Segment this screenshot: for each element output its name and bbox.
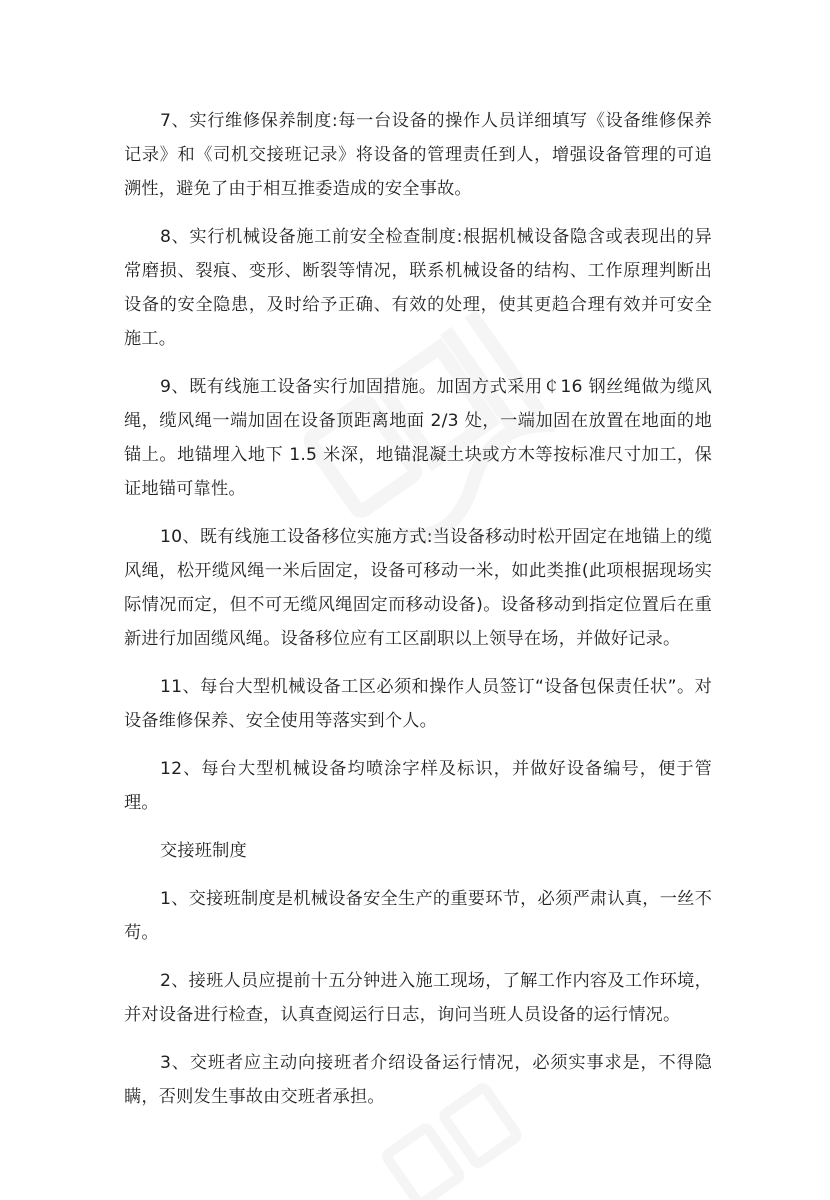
paragraph-outgoing-shift-duties: 3、交班者应主动向接班者介绍设备运行情况，必须实事求是，不得隐瞒，否则发生事故由交班者承担。 xyxy=(124,1053,712,1107)
paragraph-equipment-marking: 12、每台大型机械设备均喷涂字样及标识，并做好设备编号，便于管理。 xyxy=(124,759,712,813)
section-heading-shift-handover: 交接班制度 xyxy=(160,841,247,861)
paragraph-maintenance-system: 7、实行维修保养制度:每一台设备的操作人员详细填写《设备维修保养记录》和《司机交接班记录》将设备的管理责任到人，增强设备管理的可追溯性，避免了由于相互推委造成的安全事故。 xyxy=(124,111,712,199)
document-body xyxy=(124,104,712,1128)
paragraph-equipment-relocation: 10、既有线施工设备移位实施方式:当设备移动时松开固定在地锚上的缆风绳，松开缆风绳一米后固定，设备可移动一米，如此类推(此项根据现场实际情况而定，但不可无缆风绳固定而移动设备)。设备移动到指定位置后在重新进行加固缆风绳。设备移位应有工区副职以上领导在场，并做好记录。 xyxy=(124,527,712,649)
paragraph-handover-importance: 1、交接班制度是机械设备安全生产的重要环节，必须严肃认真，一丝不苟。 xyxy=(124,889,712,943)
paragraph-equipment-reinforcement: 9、既有线施工设备实行加固措施。加固方式采用￠16 钢丝绳做为缆风绳，缆风绳一端加固在设备顶距离地面 2/3 处，一端加固在放置在地面的地锚上。地锚埋入地下 1.5 米深，地锚混凝土块或方木等按标准尺寸加工，保证地锚可靠性。 xyxy=(124,377,712,499)
paragraph-pre-construction-check: 8、实行机械设备施工前安全检查制度:根据机械设备隐含或表现出的异常磨损、裂痕、变形、断裂等情况，联系机械设备的结构、工作原理判断出设备的安全隐患，及时给予正确、有效的处理，使其更趋合理有效并可安全施工。 xyxy=(124,227,712,349)
paragraph-responsibility-contract: 11、每台大型机械设备工区必须和操作人员签订“设备包保责任状”。对设备维修保养、安全使用等落实到个人。 xyxy=(124,677,712,731)
paragraph-incoming-shift-duties: 2、接班人员应提前十五分钟进入施工现场，了解工作内容及工作环境，并对设备进行检查，认真查阅运行日志，询问当班人员设备的运行情况。 xyxy=(124,971,712,1025)
